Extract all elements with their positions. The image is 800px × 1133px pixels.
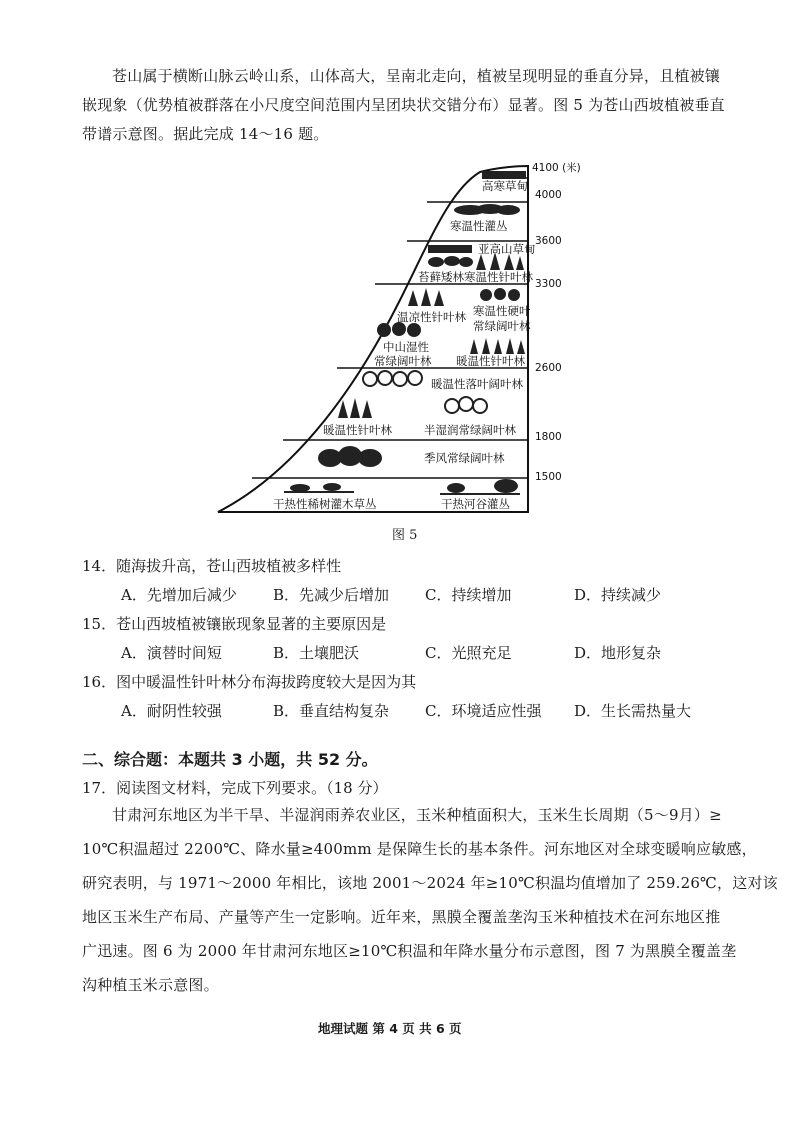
question-16-option-a: A．耐阴性较强: [121, 702, 222, 720]
zone-warm-conifer-upper: 暖温性针叶林: [456, 354, 525, 368]
question-14-option-c: C．持续增加: [425, 586, 512, 604]
zone-cold-hardleaf-2: 常绿阔叶林: [473, 319, 531, 333]
question-16-option-c: C．环境适应性强: [425, 702, 542, 720]
elevation-4100: 4100: [532, 162, 559, 174]
elevation-3600: 3600: [535, 235, 562, 247]
elevation-1800: 1800: [535, 431, 562, 443]
zone-midmount-1: 中山湿性: [383, 340, 429, 354]
q17-line-1: 甘肃河东地区为半干旱、半湿润雨养农业区，玉米种植面积大，玉米生长周期（5～9月）≥: [112, 806, 722, 824]
q17-line-6: 沟种植玉米示意图。: [82, 976, 219, 994]
zone-subalpine-meadow: 亚高山草甸: [478, 242, 536, 256]
figure-5-diagram: [0, 0, 800, 560]
elevation-1500: 1500: [535, 471, 562, 483]
q17-line-5: 广迅速。图 6 为 2000 年甘肃河东地区≥10℃积温和年降水量分布示意图，图 7 为黑膜全覆盖垄: [82, 942, 737, 960]
question-15-stem: 15．苍山西坡植被镶嵌现象显著的主要原因是: [82, 615, 387, 633]
zone-cold-shrub: 寒温性灌丛: [450, 219, 508, 233]
zone-semihumid-evergreen: 半湿润常绿阔叶林: [424, 423, 516, 437]
page-footer: 地理试题 第 4 页 共 6 页: [318, 1021, 462, 1036]
zone-dry-savanna: 干热性稀树灌木草丛: [273, 497, 377, 511]
intro-line-1: 苍山属于横断山脉云岭山系，山体高大，呈南北走向，植被呈现明显的垂直分异，且植被镶: [112, 67, 721, 85]
zone-warm-deciduous: 暖温性落叶阔叶林: [431, 377, 523, 391]
zone-midmount-2: 常绿阔叶林: [374, 354, 432, 368]
q17-line-4: 地区玉米生产布局、产量等产生一定影响。近年来，黑膜全覆盖垄沟玉米种植技术在河东地区推: [82, 908, 721, 926]
zone-alpine-meadow-high: 高寒草甸: [482, 179, 528, 193]
elevation-4100-label: [532, 160, 581, 175]
question-14-option-a: A．先增加后减少: [121, 586, 237, 604]
elevation-2600: 2600: [535, 362, 562, 374]
zone-cool-conifer: 温凉性针叶林: [397, 310, 466, 324]
zone-monsoon-evergreen: 季风常绿阔叶林: [424, 451, 505, 465]
intro-line-2: 嵌现象（优势植被群落在小尺度空间范围内呈团块状交错分布）显著。图 5 为苍山西坡植被垂直: [82, 96, 725, 114]
zone-dry-valley: 干热河谷灌丛: [441, 497, 510, 511]
q17-line-3: 研究表明，与 1971～2000 年相比，该地 2001～2024 年≥10℃积温均值增加了 259.26℃，这对该: [82, 874, 778, 892]
question-16-stem: 16．图中暖温性针叶林分布海拔跨度较大是因为其: [82, 673, 417, 691]
question-14-stem: 14．随海拔升高，苍山西坡植被多样性: [82, 557, 342, 575]
question-16-option-b: B．垂直结构复杂: [273, 702, 390, 720]
zone-cold-hardleaf-1: 寒温性硬叶: [473, 304, 531, 318]
zone-moss-dwarf-forest: 苔藓矮林: [418, 270, 464, 284]
question-14-option-b: B．先减少后增加: [273, 586, 390, 604]
question-15-option-c: C．光照充足: [425, 644, 512, 662]
question-15-option-a: A．演替时间短: [121, 644, 222, 662]
question-17-stem: 17．阅读图文材料，完成下列要求。（18 分）: [82, 779, 388, 797]
figure-5: [0, 0, 800, 560]
question-15-option-b: B．土壤肥沃: [273, 644, 360, 662]
elevation-3300: 3300: [535, 278, 562, 290]
zone-warm-conifer-lower: 暖温性针叶林: [323, 423, 392, 437]
elevation-4000: 4000: [535, 189, 562, 201]
section-2-title: 二、综合题：本题共 3 小题，共 52 分。: [82, 750, 378, 769]
question-16-option-d: D．生长需热量大: [574, 702, 692, 720]
question-15-option-d: D．地形复杂: [574, 644, 662, 662]
intro-line-3: 带谱示意图。据此完成 14～16 题。: [82, 125, 329, 143]
figure-5-caption: 图 5: [392, 528, 418, 543]
question-14-option-d: D．持续减少: [574, 586, 662, 604]
elevation-unit: (米): [562, 162, 581, 174]
q17-line-2: 10℃积温超过 2200℃、降水量≥400mm 是保障生长的基本条件。河东地区对全球变暖响应敏感，: [82, 840, 757, 858]
zone-cold-conifer: 寒温性针叶林: [464, 270, 533, 284]
